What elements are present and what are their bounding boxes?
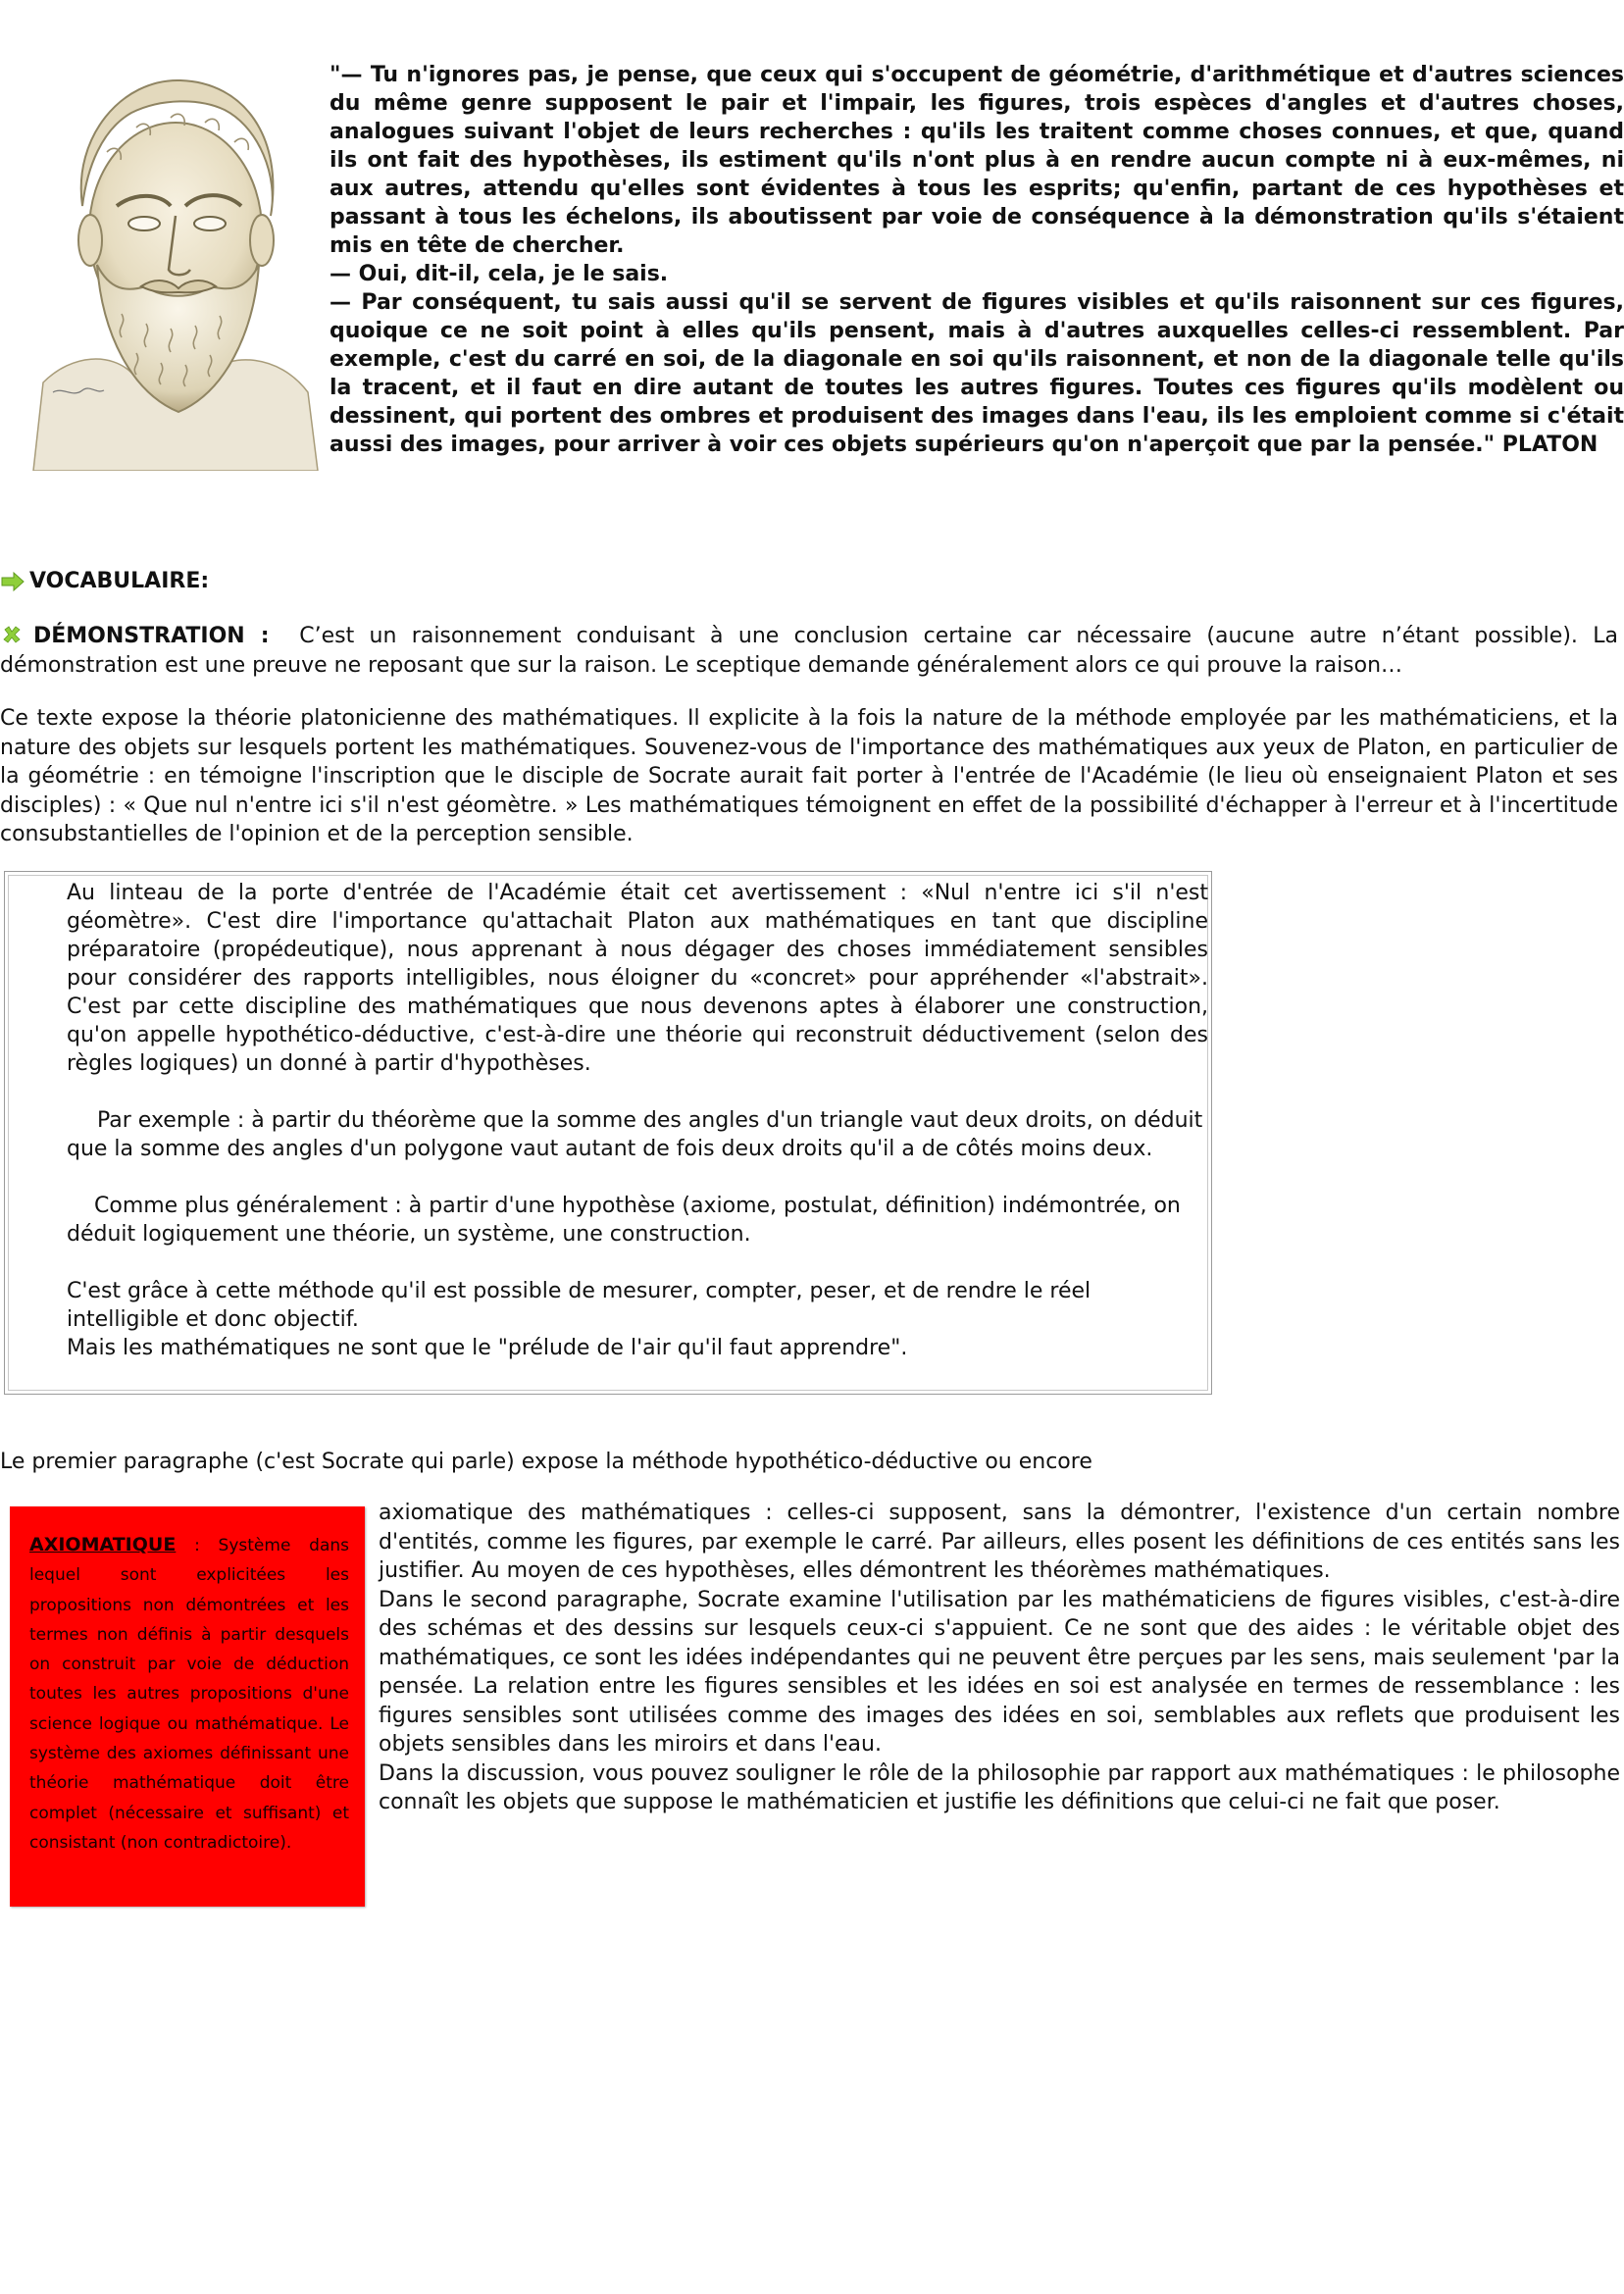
vocabulary-heading: [0, 567, 209, 596]
analysis-text: [379, 1499, 1620, 1817]
analysis-paragraph-2: Dans le second paragraphe, Socrate examine l'utilisation par les mathématiciens de figures visibles, c'est-à-dire des schémas et des dessins sur lesquels ceux-ci s'appuient. Ce ne sont que des aides : le véritable objet des mathématiques, ce sont les idées indépendantes qui ne peuvent être perçues par les sens, mais seulement 'par la pensée. La relation entre les figures sensibles et les idées en soi est analysée en termes de ressemblance : les figures sensibles sont utilisées comme des images des idées en soi, semblables aux reflets que produisent les objets sensibles dans les miroirs et dans l'eau.: [379, 1587, 1620, 1757]
definition-text: C’est un raisonnement conduisant à une conclusion certaine car nécessaire (aucune autre n’étant possible). La démonstration est une preuve ne reposant que sur la raison. Le sceptique demande généralement alors ce qui prouve la raison…: [0, 624, 1618, 678]
frame-paragraph-3: Comme plus généralement : à partir d'une hypothèse (axiome, postulat, définition) indémontrée, on déduit logiquement une théorie, un système, une construction.: [67, 1194, 1181, 1247]
quote-paragraph-1: "— Tu n'ignores pas, je pense, que ceux qui s'occupent de géométrie, d'arithmétique et d'autres sciences du même genre supposent le pair et l'impair, les figures, trois espèces d'angles et d'autres choses, analogues suivant l'objet de leurs recherches : qu'ils les traitent comme choses connues, et que, quand ils ont fait des hypothèses, ils estiment qu'ils n'ont plus à en rendre aucun compte ni à eux-mêmes, ni aux autres, attendu qu'elles sont évidentes à tous les esprits; qu'enfin, partant de ces hypothèses et passant à tous les échelons, ils aboutissent par voie de conséquence à la démonstration qu'ils s'étaient mis en tête de chercher.: [330, 63, 1624, 258]
plato-bust-illustration: [14, 59, 326, 471]
quote-paragraph-3: — Par conséquent, tu sais aussi qu'il se servent de figures visibles et qu'ils raisonnent sur ces figures, quoique ce ne soit point à elles qu'ils pensent, mais à d'autres auxquelles celles-ci ressemblent. Par exemple, c'est du carré en soi, de la diagonale en soi qu'ils raisonnent, et non de la diagonale telle qu'ils la tracent, et il faut en dire autant de toutes les autres figures. Toutes ces figures qu'ils modèlent ou dessinent, qui portent des ombres et produisent des images dans l'eau, ils les emploient comme si c'était aussi des images, pour arriver à voir ces objets supérieurs qu'on n'aperçoit que par la pensée." PLATON: [330, 290, 1624, 457]
definition-term: DÉMONSTRATION :: [33, 624, 270, 648]
vocabulary-heading-label: VOCABULAIRE:: [29, 569, 210, 593]
academy-frame-text: [67, 879, 1208, 1362]
analysis-lead: Le premier paragraphe (c'est Socrate qui parle) expose la méthode hypothético-déductive ou encore: [0, 1450, 1092, 1474]
analysis-paragraph-3: Dans la discussion, vous pouvez souligner le rôle de la philosophie par rapport aux mathématiques : le philosophe connaît les objets que suppose le mathématicien et justifie les définitions que celui-ci ne fait que poser.: [379, 1760, 1620, 1814]
plato-portrait: [14, 59, 326, 471]
intro-paragraph: Ce texte expose la théorie platonicienne des mathématiques. Il explicite à la fois la nature de la méthode employée par les mathématiciens, et la nature des objets sur lesquels portent les mathématiques. Souvenez-vous de l'importance des mathématiques aux yeux de Platon, en particulier de la géométrie : en témoigne l'inscription que le disciple de Socrate aurait fait porter à l'entrée de l'Académie (le lieu où enseignaient Platon et ses disciples) : « Que nul n'entre ici s'il n'est géomètre. » Les mathématiques témoignent en effet de la possibilité d'échapper à l'erreur et à l'incertitude consubstantielles de l'opinion et de la perception sensible.: [0, 706, 1618, 846]
quote-paragraph-2: — Oui, dit-il, cela, je le sais.: [330, 262, 669, 286]
frame-paragraph-5: Mais les mathématiques ne sont que le "prélude de l'air qu'il faut apprendre".: [67, 1336, 908, 1360]
frame-paragraph-1: Au linteau de la porte d'entrée de l'Académie était cet avertissement : «Nul n'entre ici s'il n'est géomètre». C'est dire l'importance qu'attachait Platon aux mathématiques en tant que discipline préparatoire (propédeutique), nous apprenant à nous dégager des choses immédiatement sensibles pour considérer des rapports intelligibles, nous éloigner du «concret» pour appréhender «l'abstrait». C'est par cette discipline des mathématiques que nous devenons aptes à élaborer une construction, qu'on appelle hypothético-déductive, c'est-à-dire une théorie qui reconstruit déductivement (selon des règles logiques) un donné à partir d'hypothèses.: [67, 881, 1208, 1076]
axiomatique-definition: [29, 1530, 349, 1858]
demonstration-definition: [0, 622, 1618, 681]
axiomatique-term: AXIOMATIQUE: [29, 1534, 177, 1555]
green-cross-icon: [2, 624, 22, 643]
green-arrow-icon: [0, 571, 25, 592]
axiomatique-text: : Système dans lequel sont explicitées les propositions non démontrées et les termes non définis à partir desquels on construit par voie de déduction toutes les autres propositions d'une science logique ou mathématique. Le système des axiomes définissant une théorie mathématique doit être complet (nécessaire et suffisant) et consistant (non contradictoire).: [29, 1536, 349, 1853]
frame-paragraph-2: Par exemple : à partir du théorème que la somme des angles d'un triangle vaut deux droits, on déduit que la somme des angles d'un polygone vaut autant de fois deux droits qu'il a de côtés moins deux.: [67, 1108, 1203, 1161]
analysis-paragraph-1: axiomatique des mathématiques : celles-ci supposent, sans la démontrer, l'existence d'un certain nombre d'entités, comme les figures, par exemple le carré. Par ailleurs, elles posent les définitions de ces entités sans les justifier. Au moyen de ces hypothèses, elles démontrent les théorèmes mathématiques.: [379, 1501, 1620, 1583]
platon-quote: [330, 61, 1624, 459]
frame-paragraph-4: C'est grâce à cette méthode qu'il est possible de mesurer, compter, peser, et de rendre le réel intelligible et donc objectif.: [67, 1279, 1091, 1332]
